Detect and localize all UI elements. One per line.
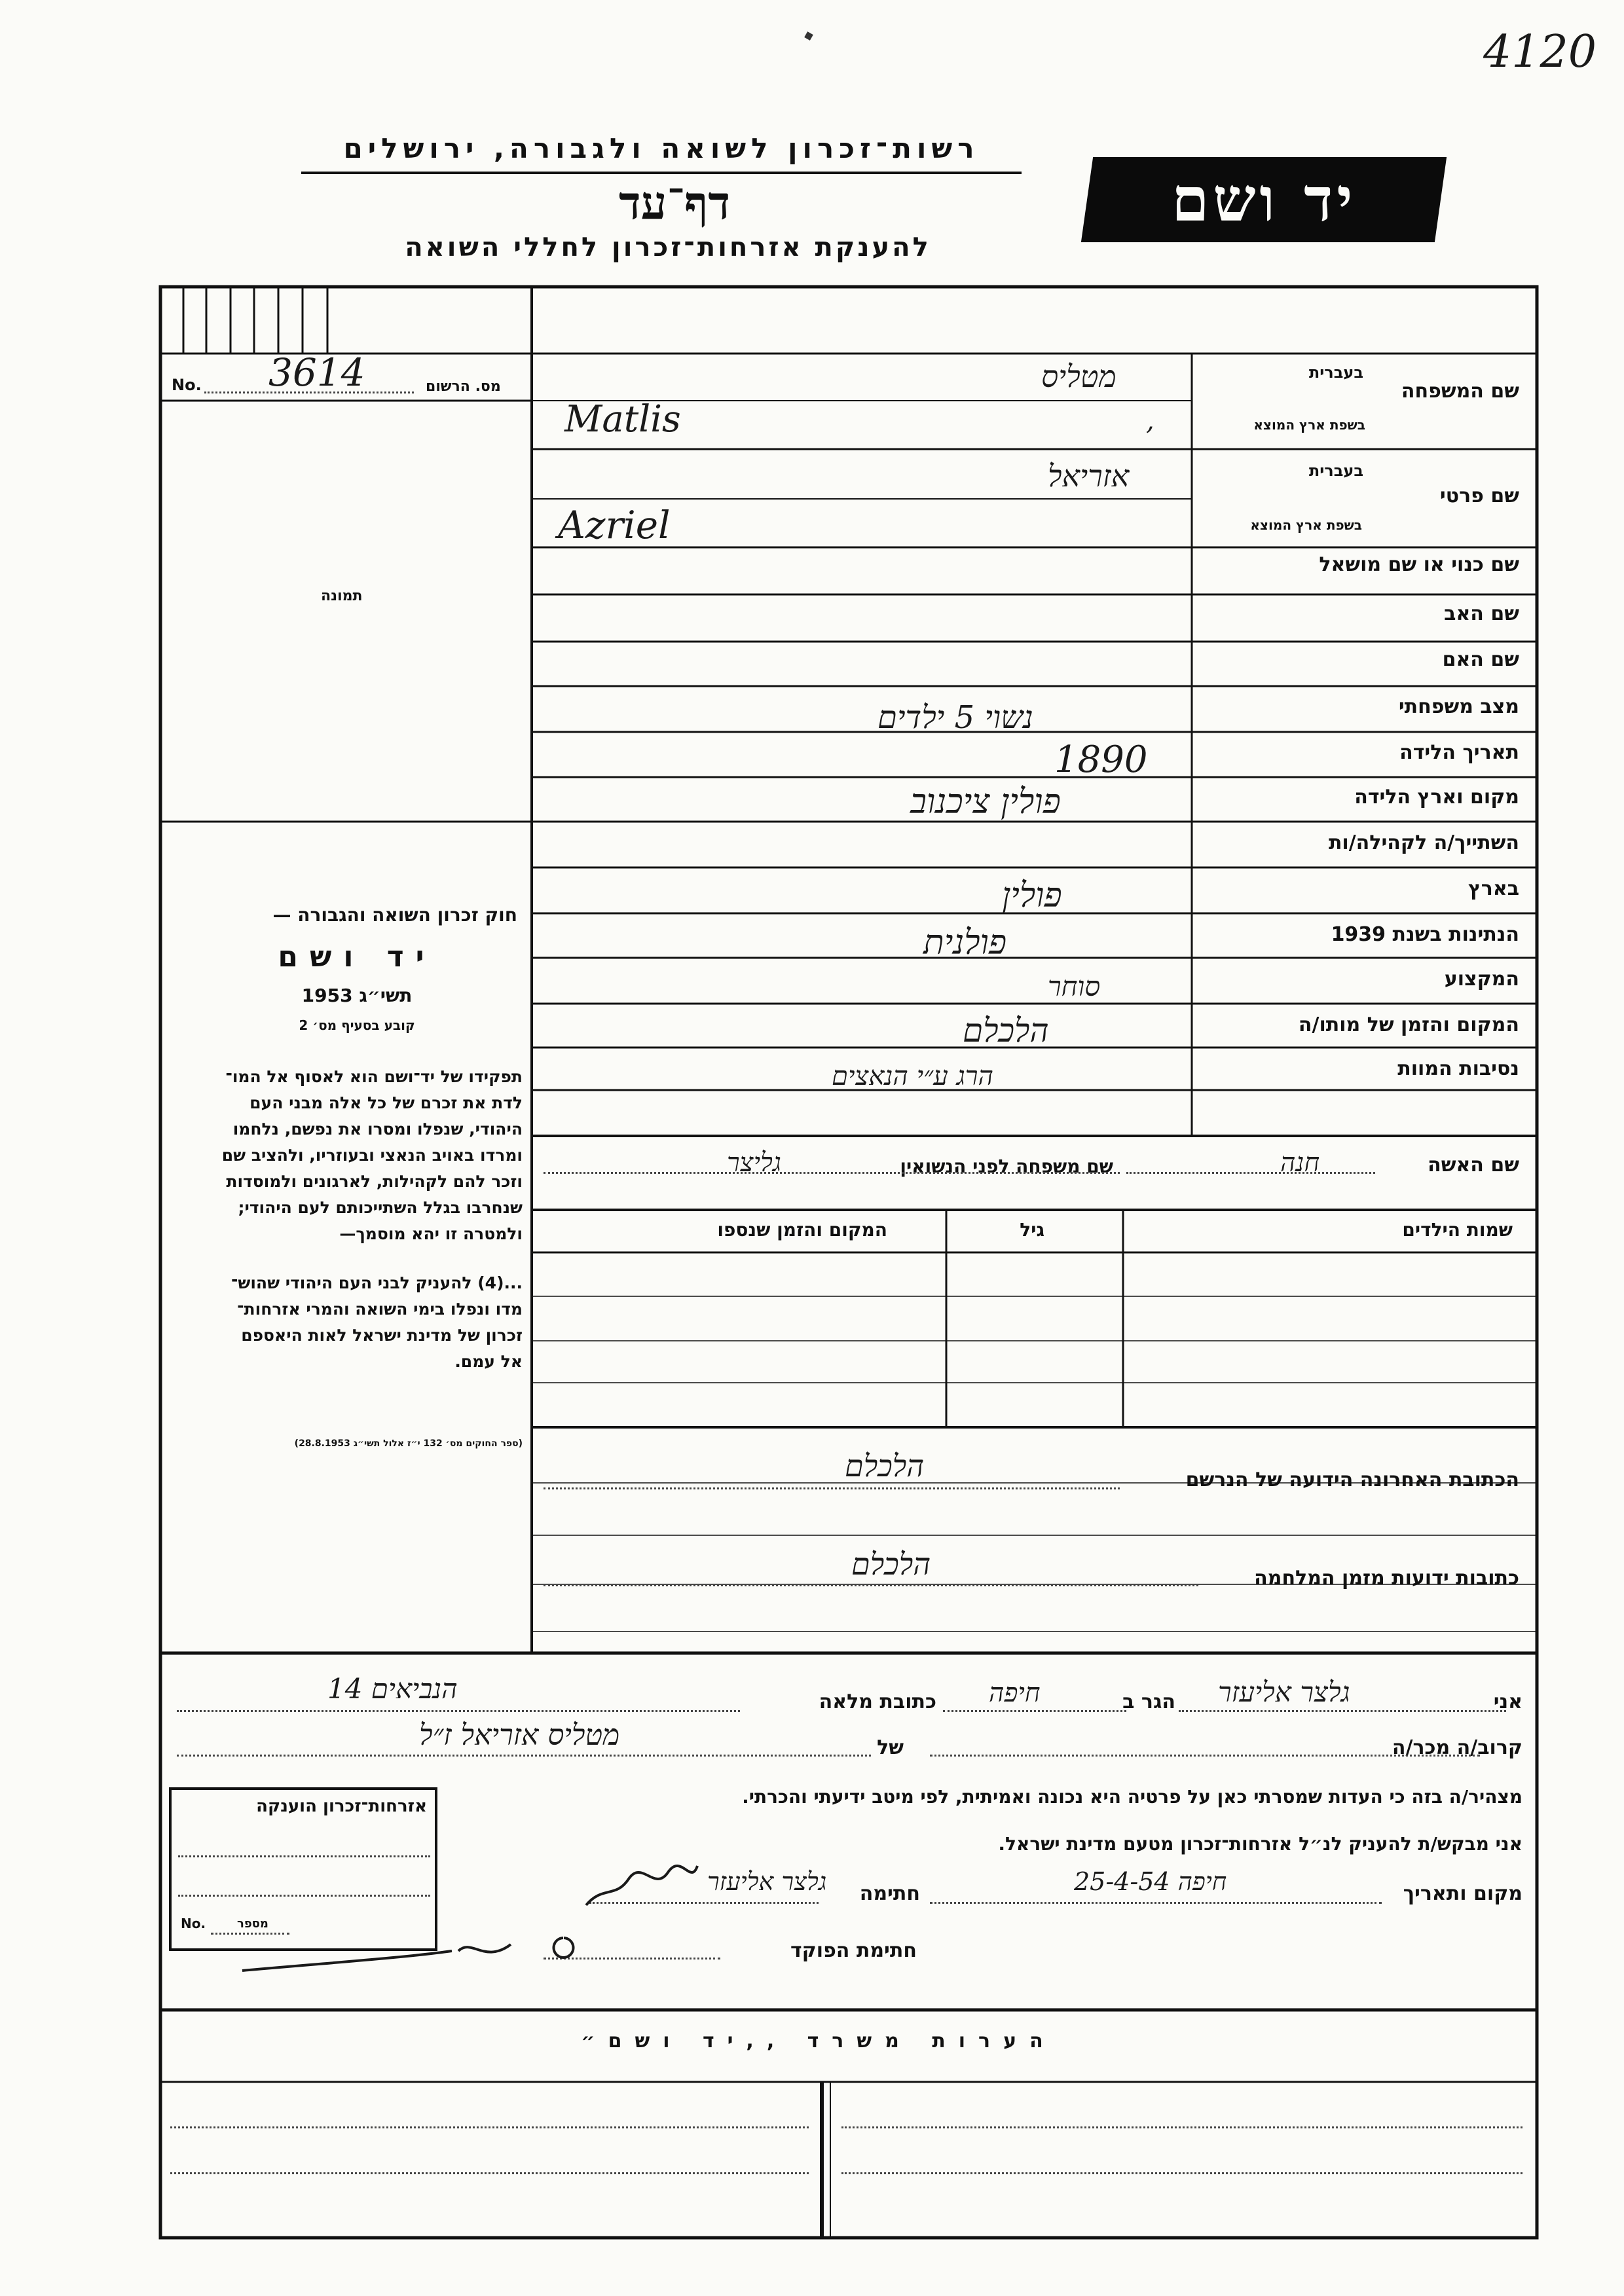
- law-line-5: וזכר להם לקהילות, לארגונים ולמוסדות: [226, 1172, 523, 1191]
- death-place-label: המקום והזמן של מותו/ה: [1298, 1013, 1519, 1036]
- surname-native-value[interactable]: Matlis: [564, 398, 681, 441]
- lives-in-label: הגר ב: [1122, 1690, 1175, 1713]
- registration-label: מס. הרשום: [426, 378, 501, 395]
- declarant-name[interactable]: גלצר אליעזר: [1218, 1676, 1350, 1708]
- wife-label: שם האשה: [1428, 1154, 1519, 1176]
- marital-label: מצב משפחתי: [1398, 695, 1519, 718]
- of-label: של: [877, 1736, 904, 1759]
- form-subtitle: להענקת אזרחות־זכרון לחללי השואה: [405, 232, 931, 263]
- birth-place-value[interactable]: פולין ציכנוב: [910, 782, 1061, 822]
- relative-dots: [930, 1755, 1480, 1757]
- relative-label: קרוב/ה מכר/ה: [1392, 1736, 1522, 1759]
- relative-of-value[interactable]: מטליס אזריאל ז״ל: [419, 1719, 620, 1752]
- first-name-hebrew-value[interactable]: אזריאל: [1048, 458, 1130, 494]
- country-label: בארץ: [1467, 877, 1519, 900]
- law-name: יד ושם: [278, 940, 436, 974]
- request-text: אני מבקש/ת להעניק לנ״ל אזרחות־זכרון מטעם מדינת ישראל.: [998, 1833, 1522, 1855]
- relative-of-dots: [177, 1755, 871, 1757]
- photo-label: תמונה: [321, 588, 363, 604]
- law-line-2: לדת את זכרם של כל אלה מבני העם: [249, 1093, 523, 1112]
- last-address-dots: [544, 1487, 1120, 1489]
- award-number-line: [211, 1933, 289, 1935]
- maiden-dots: [544, 1172, 1120, 1174]
- address-dots: [177, 1710, 740, 1712]
- children-death-header: המקום והזמן שנספו: [717, 1219, 887, 1241]
- law-line-1: תפקידו של יד־ושם הוא לאסוף אל המו־: [225, 1067, 523, 1086]
- law-line-6: שנחרבו בגלל השתייכותם לעם היהודי;: [238, 1198, 523, 1217]
- authority-name: רשות־זכרון לשואה ולגבורה, ירושלים: [343, 132, 980, 164]
- birth-date-value[interactable]: 1890: [1054, 738, 1148, 781]
- country-value[interactable]: פולין: [1002, 876, 1062, 915]
- full-address-label: כתובת מלאה: [819, 1690, 936, 1713]
- war-address-dots: [544, 1584, 1198, 1586]
- first-name-native-value[interactable]: Azriel: [558, 503, 671, 547]
- law-line-11: אל עמם.: [454, 1352, 523, 1371]
- declarant-i-label: אני: [1493, 1690, 1522, 1713]
- children-names-header: שמות הילדים: [1402, 1219, 1513, 1241]
- city-dots: [943, 1710, 1126, 1712]
- maiden-name-value[interactable]: גליצר: [727, 1148, 782, 1178]
- community-label: השתייך/ה לקהילה/ות: [1328, 831, 1519, 854]
- award-line-1: [178, 1855, 430, 1857]
- law-line-3: היהודי, שנפלו ומסרו את נפשם, נלחמו: [232, 1120, 523, 1139]
- award-box: [169, 1787, 437, 1951]
- declaration-text: מצהיר/ה בזה כי העדות שמסרתי כאן על פרטיה היא נכונה ואמיתית, לפי מיטב ידיעתי והכרתי.: [742, 1786, 1522, 1808]
- last-address-value[interactable]: הלכלם: [845, 1448, 925, 1484]
- notes-line-3: [841, 2126, 1522, 2128]
- wife-value[interactable]: חנה: [1280, 1148, 1320, 1178]
- first-name-native-label: בשפת ארץ המוצא: [1250, 517, 1362, 533]
- notes-line-2: [170, 2172, 809, 2174]
- law-line-8: ...(4) להעניק לבני העם היהודי שהוש־: [231, 1273, 523, 1292]
- declarant-city[interactable]: חיפה: [989, 1678, 1041, 1708]
- first-name-hebrew-label: בעברית: [1308, 462, 1363, 480]
- war-address-value[interactable]: הלכלם: [851, 1546, 931, 1582]
- surname-hebrew-label: בעברית: [1308, 363, 1363, 382]
- surname-comma: ,: [1146, 406, 1154, 436]
- place-date-label: מקום ותאריך: [1403, 1882, 1522, 1905]
- law-line-7: ולמטרה זו יהא מוסמך—: [339, 1224, 523, 1243]
- citizenship-value[interactable]: פולנית: [923, 923, 1007, 962]
- war-address-label: כתובות ידועות מזמן המלחמה: [1254, 1567, 1519, 1590]
- award-no-label: No.: [181, 1916, 206, 1931]
- registration-no-label: No.: [172, 376, 202, 394]
- archive-number: 4120: [1483, 26, 1597, 78]
- law-year: תשי״ג 1953: [301, 985, 413, 1006]
- death-cause-label: נסיבות המוות: [1397, 1057, 1519, 1080]
- signature-scribble: [583, 1859, 701, 1912]
- marital-value[interactable]: נשוי 5 ילדים: [877, 699, 1033, 736]
- surname-hebrew-value[interactable]: מטליס: [1041, 359, 1116, 394]
- declarant-name-dots: [1179, 1710, 1506, 1712]
- father-label: שם האב: [1444, 602, 1519, 625]
- children-age-header: גיל: [1020, 1219, 1044, 1241]
- signature-value[interactable]: גלצר אליעזר: [707, 1867, 827, 1896]
- law-title: חוק זכרון השואה והגבורה —: [272, 904, 517, 926]
- wife-dots: [1126, 1172, 1375, 1174]
- surname-native-label: בשפת ארץ המוצא: [1253, 417, 1365, 433]
- law-line-10: זכרון של מדינת ישראל לאות היאספם: [241, 1326, 523, 1345]
- birth-place-label: מקום וארץ הלידה: [1354, 786, 1519, 809]
- law-line-9: מדו ונפלו בימי השואה והמרי אזרחות־: [237, 1300, 523, 1319]
- profession-value[interactable]: סוחר: [1048, 970, 1101, 1002]
- surname-label: שם המשפחה: [1401, 380, 1519, 403]
- logo-text: יד ושם: [1171, 164, 1357, 235]
- award-number-label: מספר: [237, 1917, 268, 1931]
- death-cause-value[interactable]: הרג ע״י הנאצים: [832, 1061, 993, 1091]
- award-title: אזרחות־זכרון הוענקה: [256, 1796, 427, 1816]
- form-title: דף־עד: [618, 175, 730, 230]
- signature-label: חתימה: [859, 1882, 920, 1905]
- officer-signature-label: חתימת הפוקד: [790, 1939, 917, 1962]
- award-line-2: [178, 1895, 430, 1897]
- profession-label: המקצוע: [1444, 968, 1519, 991]
- death-place-value[interactable]: הלכלם: [963, 1011, 1049, 1049]
- place-date-dots: [930, 1902, 1382, 1904]
- citizenship-label: הנתינות בשנת 1939: [1331, 923, 1519, 946]
- law-line-4: ומרדו באויב הנאצי ובעוזריו, ולהציב שם: [221, 1146, 523, 1165]
- law-section: קובע בסעיף מס׳ 2: [299, 1017, 415, 1033]
- registration-number[interactable]: 3614: [268, 350, 365, 395]
- notes-line-1: [170, 2126, 809, 2128]
- birth-date-label: תאריך הלידה: [1399, 741, 1519, 764]
- place-date-value[interactable]: חיפה 25-4-54: [1074, 1867, 1227, 1896]
- notes-line-4: [841, 2172, 1522, 2174]
- last-address-label: הכתובת האחרונה הידועה של הנרשם: [1185, 1468, 1519, 1491]
- law-citation: (ספר החוקים מס׳ 132 י״ז אלול תשי״ג 28.8.1953): [294, 1438, 523, 1449]
- first-name-label: שם פרטי: [1439, 484, 1519, 507]
- nickname-label: שם כנוי או שם מושאל: [1319, 553, 1519, 576]
- office-notes-title: הערות משרד ,,יד ושם״: [581, 2030, 1056, 2052]
- maiden-name-label: שם משפחה לפני הנשואין: [900, 1156, 1113, 1177]
- declarant-address[interactable]: הנביאים 14: [327, 1673, 458, 1705]
- mother-label: שם האם: [1442, 648, 1519, 671]
